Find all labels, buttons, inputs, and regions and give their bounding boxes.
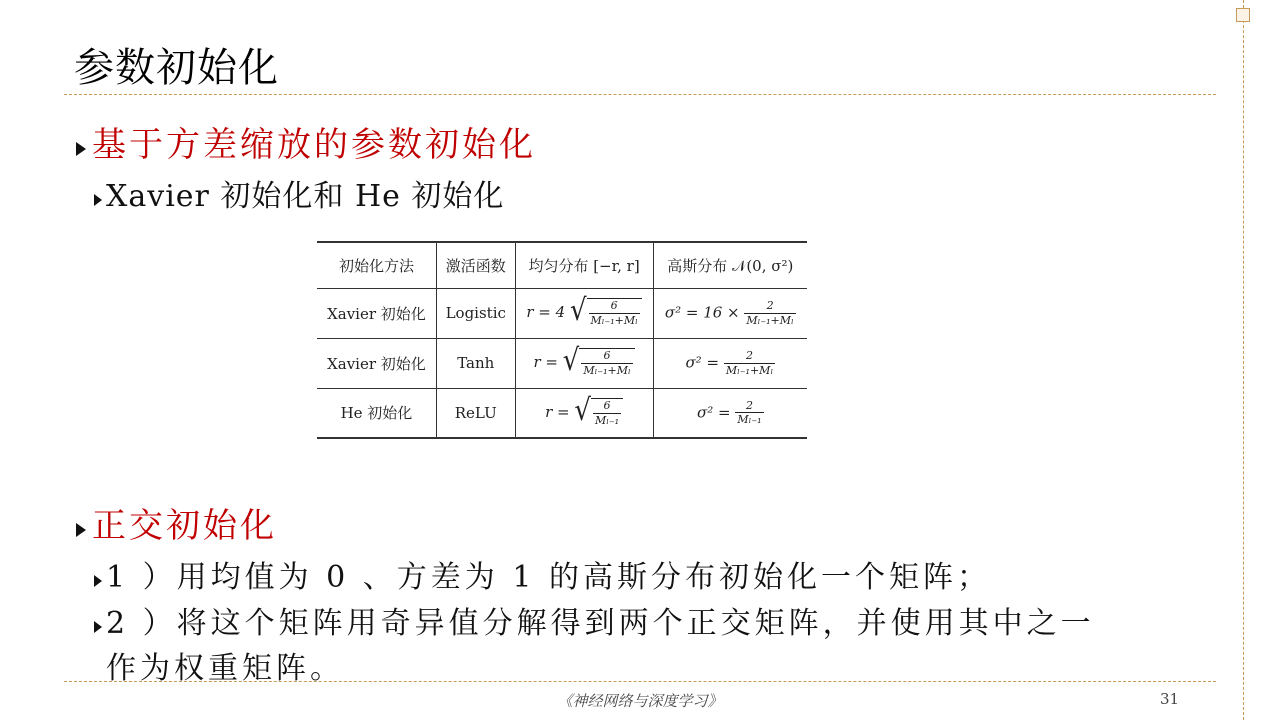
section2-heading-row <box>76 498 277 547</box>
cell-method: Xavier 初始化 <box>317 288 436 338</box>
cell-gaussian <box>653 288 807 338</box>
header-gaussian: 高斯分布 𝒩(0, σ²) <box>653 242 807 288</box>
section2-item2-row <box>94 598 1095 642</box>
page-number: 31 <box>1160 690 1180 708</box>
init-formula-table <box>317 241 807 439</box>
slide-title: 参数初始化 <box>74 45 279 91</box>
table-row <box>317 338 807 388</box>
frac-denominator: Mₗ₋₁+Mₗ <box>583 364 631 377</box>
sqrt-symbol: √ $\frac{6}{\text{Mₗ₋₁}}$ <box>574 398 623 428</box>
cell-gaussian <box>653 338 807 388</box>
section2-item1: 1 ）用均值为 0 、方差为 1 的高斯分布初始化一个矩阵； <box>106 560 991 595</box>
cell-activation: Tanh <box>436 338 515 388</box>
cell-uniform <box>515 288 653 338</box>
section2-heading: 正交初始化 <box>92 506 277 546</box>
footer-divider <box>64 681 1216 682</box>
frac-numerator: 6 <box>610 299 618 313</box>
cell-method: Xavier 初始化 <box>317 338 436 388</box>
frac-denominator: Mₗ₋₁ <box>737 413 762 427</box>
frac-numerator: 6 <box>603 349 611 363</box>
frac-numerator: 6 <box>603 399 611 412</box>
bullet-triangle-icon <box>76 142 86 156</box>
sqrt-symbol: √ $\frac{6}{\text{Mₗ₋₁+Mₗ}}$ <box>563 348 635 378</box>
table-row <box>317 288 807 338</box>
bullet-triangle-icon <box>94 194 102 206</box>
corner-marker <box>1236 8 1250 22</box>
header-activation: 激活函数 <box>436 242 515 288</box>
uniform-lhs: r = <box>533 353 558 371</box>
footer-book-title: 《神经网络与深度学习》 <box>557 692 723 710</box>
bullet-triangle-icon <box>94 575 102 587</box>
frac-numerator: 2 <box>745 398 753 412</box>
gauss-lhs: σ² = <box>697 402 731 421</box>
frac-denominator: Mₗ₋₁ <box>594 413 620 427</box>
cell-uniform <box>515 338 653 388</box>
frac-numerator: 2 <box>745 348 753 362</box>
bullet-triangle-icon <box>94 621 102 633</box>
cell-activation: Logistic <box>436 288 515 338</box>
table-row <box>317 388 807 438</box>
cell-gaussian <box>653 388 807 438</box>
section2-item2-line1: 2 ）将这个矩阵用奇异值分解得到两个正交矩阵，并使用其中之一 <box>106 606 1095 641</box>
table-header-row <box>317 242 807 288</box>
cell-uniform <box>515 388 653 438</box>
cell-method: He 初始化 <box>317 388 436 438</box>
frac-denominator: Mₗ₋₁+Mₗ <box>725 363 774 377</box>
section1-subheading: Xavier 初始化和 He 初始化 <box>106 179 505 214</box>
sqrt-symbol: √ $\frac{6}{\text{Mₗ₋₁+Mₗ}}$ <box>570 298 642 328</box>
frac-denominator: Mₗ₋₁+Mₗ <box>590 314 638 327</box>
section2-item2-line2: 作为权重矩阵。 <box>106 651 344 686</box>
section1-heading-row <box>76 117 536 166</box>
header-method: 初始化方法 <box>317 242 436 288</box>
cell-activation: ReLU <box>436 388 515 438</box>
gauss-lhs: σ² = <box>685 353 720 371</box>
section2-item1-row <box>94 552 991 596</box>
frac-numerator: 2 <box>766 298 774 312</box>
uniform-lhs: r = 4 <box>526 303 566 321</box>
section1-sub-row <box>94 171 504 215</box>
frac-denominator: Mₗ₋₁+Mₗ <box>746 313 794 327</box>
right-border-line <box>1243 0 1244 720</box>
uniform-lhs: r = <box>545 402 570 421</box>
title-divider <box>64 94 1216 95</box>
section1-heading: 基于方差缩放的参数初始化 <box>92 125 536 165</box>
header-uniform: 均匀分布 [−r, r] <box>515 242 653 288</box>
gauss-lhs: σ² = 16 × <box>664 303 740 321</box>
bullet-triangle-icon <box>76 523 86 537</box>
